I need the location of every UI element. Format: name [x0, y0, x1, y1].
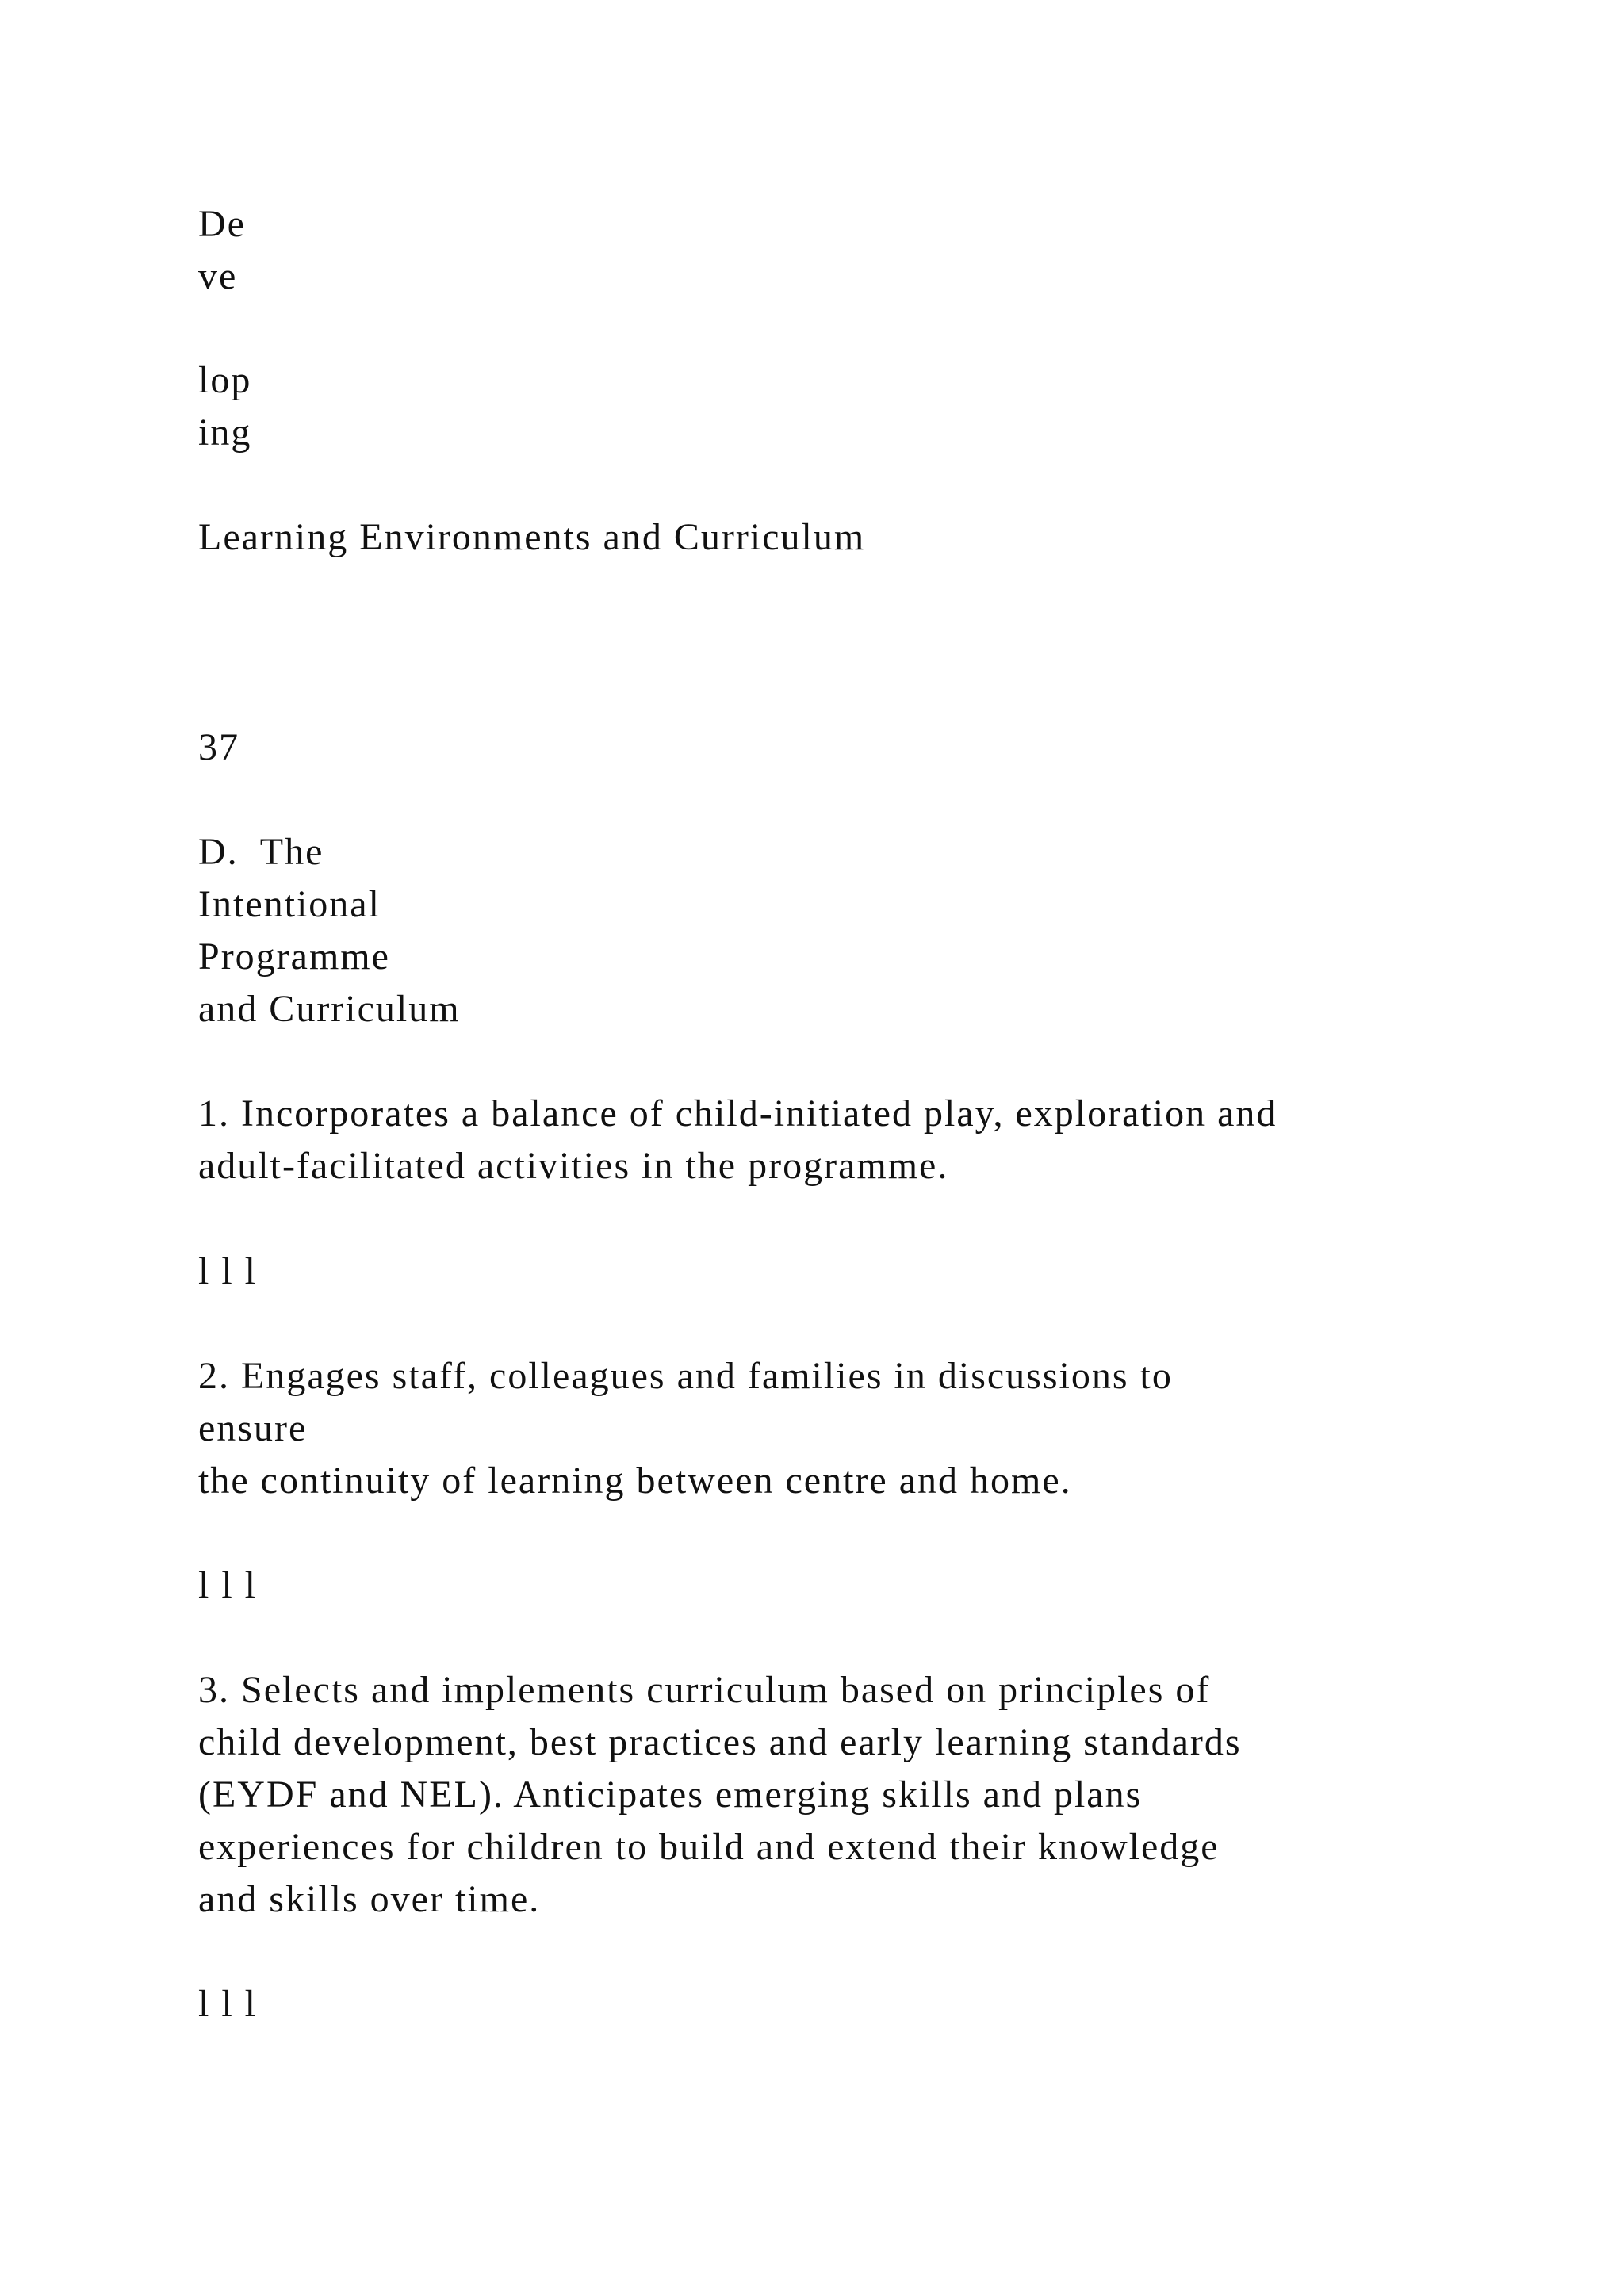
section-heading-line: and Curriculum: [198, 988, 461, 1030]
item-2-marks: l l l: [198, 1564, 258, 1606]
item-3-text-line: (EYDF and NEL). Anticipates emerging skills and plans: [198, 1774, 1143, 1816]
item-1-text-line: 1. Incorporates a balance of child-initiated play, exploration and: [198, 1093, 1277, 1135]
item-1-text-line: adult-facilitated activities in the programme.: [198, 1145, 949, 1187]
document-title: Learning Environments and Curriculum: [198, 516, 866, 558]
title-fragment: De: [198, 203, 246, 245]
item-1-marks: l l l: [198, 1250, 258, 1292]
item-2-text-line: 2. Engages staff, colleagues and families in discussions to: [198, 1355, 1173, 1397]
title-fragment: ing: [198, 411, 252, 453]
title-fragment: lop: [198, 359, 252, 401]
item-3-text-line: and skills over time.: [198, 1878, 541, 1920]
section-heading-line: Intentional: [198, 883, 381, 925]
item-3-text-line: 3. Selects and implements curriculum based on principles of: [198, 1669, 1211, 1711]
item-3-text-line: child development, best practices and early learning standards: [198, 1721, 1242, 1763]
section-heading-line: D. The: [198, 831, 324, 873]
item-3-marks: l l l: [198, 1983, 258, 2025]
title-fragment: ve: [198, 255, 238, 297]
page-number: 37: [198, 726, 239, 768]
item-2-text-line: ensure: [198, 1407, 308, 1449]
item-3-text-line: experiences for children to build and extend their knowledge: [198, 1826, 1220, 1868]
section-heading-line: Programme: [198, 936, 390, 978]
item-2-text-line: the continuity of learning between centre and home.: [198, 1460, 1072, 1502]
